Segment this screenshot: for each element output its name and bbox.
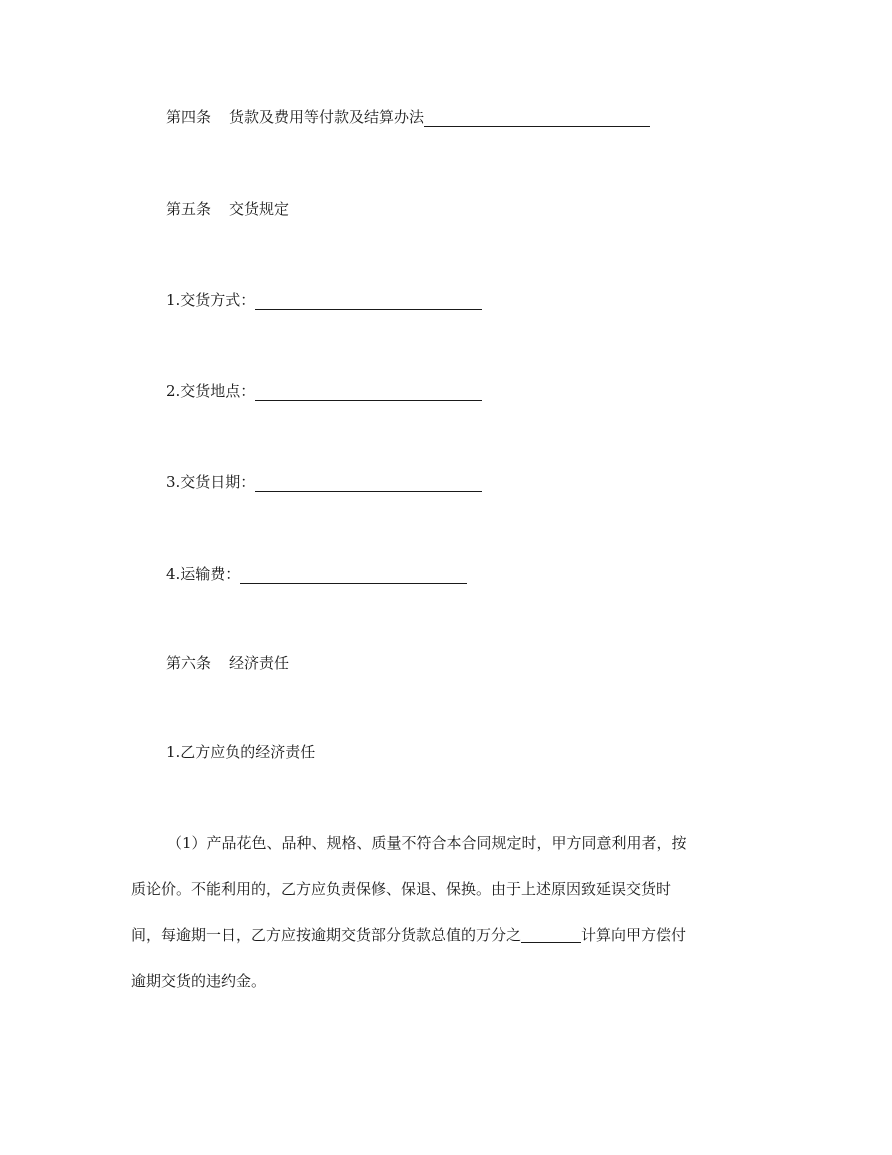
- delivery-date-blank[interactable]: [255, 474, 482, 492]
- delivery-method-label: 1.交货方式：: [166, 291, 256, 309]
- clause-1-line-2: 质论价。不能利用的，乙方应负责保修、保退、保换。由于上述原因致延误交货时: [131, 880, 672, 898]
- delivery-location-item: [166, 381, 482, 401]
- shipping-fee-label: 4.运输费：: [166, 565, 241, 583]
- article-4-text: 货款及费用等付款及结算办法: [229, 108, 425, 126]
- article-6-heading: 第六条: [166, 654, 212, 672]
- shipping-fee-blank[interactable]: [240, 566, 467, 584]
- article-6: [166, 653, 289, 673]
- clause-1-line-3-b: 计算向甲方偿付: [581, 926, 687, 944]
- clause-1-line-3-a: 间，每逾期一日，乙方应按逾期交货部分货款总值的万分之: [131, 926, 522, 944]
- article-4-heading: 第四条: [166, 108, 212, 126]
- payment-method-blank[interactable]: [424, 109, 650, 127]
- shipping-fee-item: [166, 564, 467, 584]
- delivery-location-label: 2.交货地点：: [166, 382, 256, 400]
- delivery-date-item: [166, 472, 482, 492]
- party-b-liability-label: 1.乙方应负的经济责任: [166, 743, 316, 761]
- clause-1-line-1: （1）产品花色、品种、规格、质量不符合本合同规定时，甲方同意利用者，按: [167, 834, 687, 852]
- clause-1-line-3: [131, 912, 771, 958]
- clause-1-line-4: 逾期交货的违约金。: [131, 972, 267, 990]
- delivery-method-item: [166, 290, 482, 310]
- article-5-text: 交货规定: [229, 200, 290, 218]
- party-b-liability-heading: [166, 742, 315, 762]
- article-6-text: 经济责任: [229, 654, 290, 672]
- article-4: [166, 107, 650, 127]
- delivery-method-blank[interactable]: [255, 292, 482, 310]
- penalty-rate-blank[interactable]: [521, 925, 581, 943]
- article-5: [166, 199, 289, 219]
- clause-1-paragraph: [131, 820, 771, 1004]
- delivery-location-blank[interactable]: [255, 383, 482, 401]
- article-5-heading: 第五条: [166, 200, 212, 218]
- delivery-date-label: 3.交货日期：: [166, 473, 256, 491]
